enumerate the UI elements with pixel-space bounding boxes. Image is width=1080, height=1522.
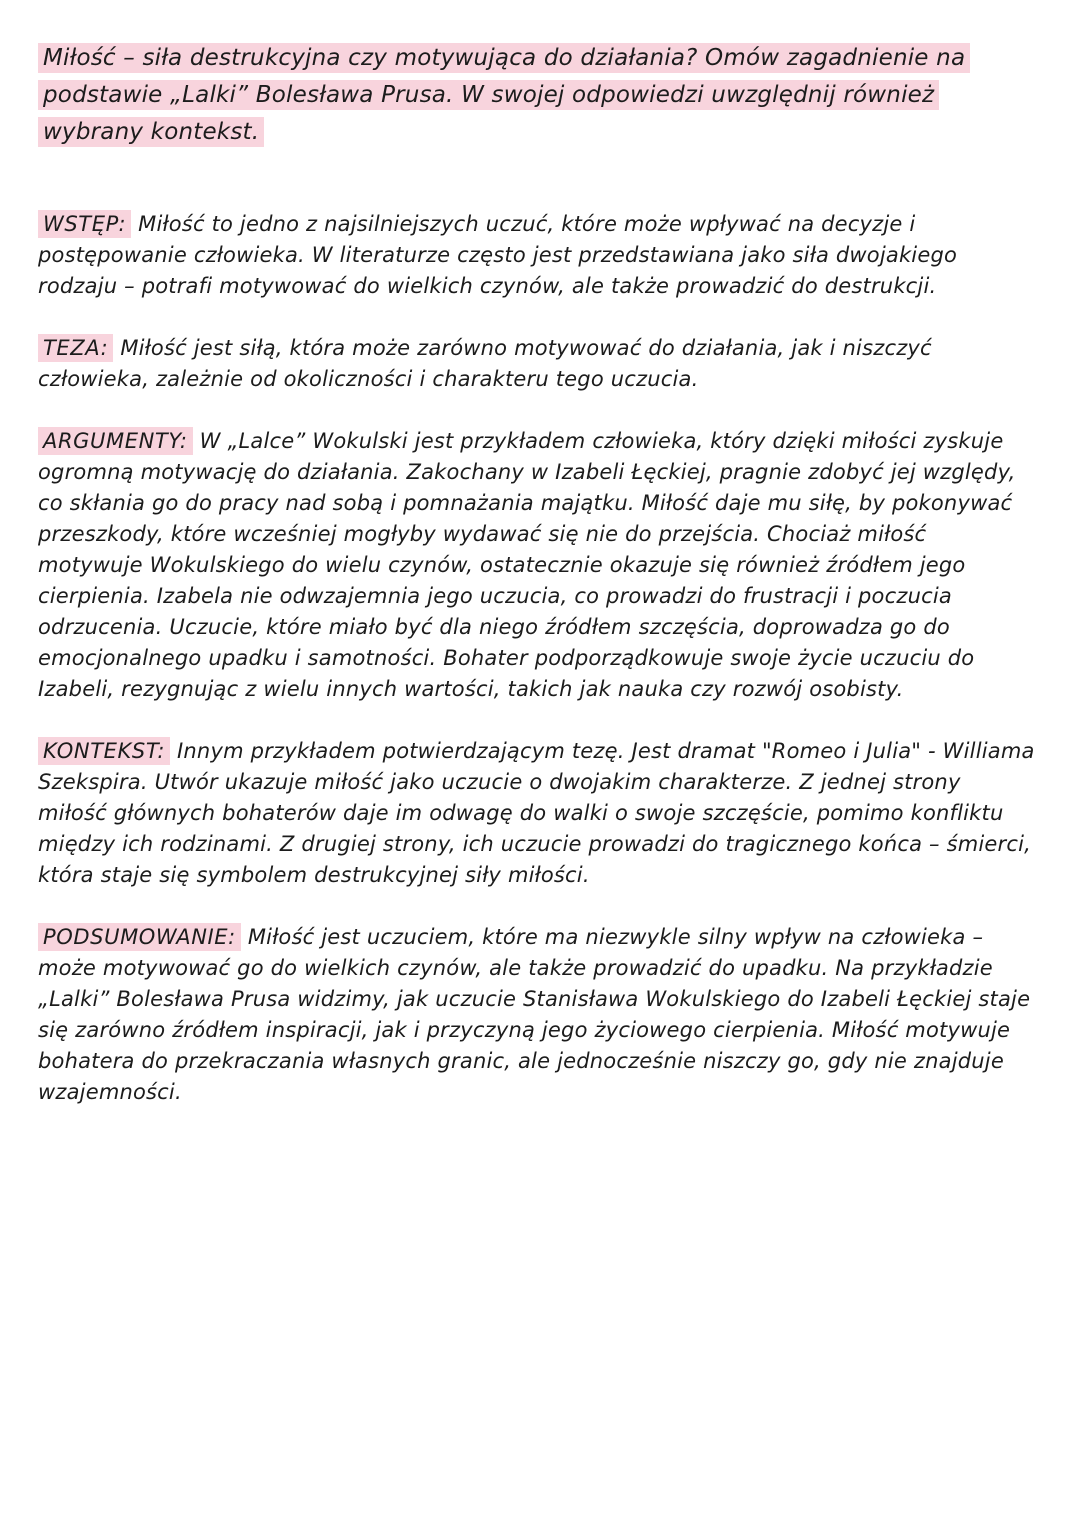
section-label-teza: TEZA: — [38, 334, 113, 362]
section-label-wstep: WSTĘP: — [38, 210, 131, 238]
section-text-podsumowanie: Miłość jest uczuciem, które ma niezwykle silny wpływ na człowieka – może motywować go do wielkich czynów, ale także prowadzić do upadku. Na przykładzie „Lalki” Bolesława Prusa widzimy, jak uczucie Stanisława Wokulskiego do Izabeli Łęckiej staje się zarówno źródłem inspiracji, jak i przyczyną jego życiowego cierpienia. Miłość motywuje bohatera do przekraczania własnych granic, ale jednocześnie niszczy go, gdy nie znajduje wzajemności. — [38, 925, 1031, 1104]
section-argumenty — [38, 426, 1036, 705]
section-label-kontekst: KONTEKST: — [38, 737, 170, 765]
section-label-argumenty: ARGUMENTY: — [38, 427, 193, 455]
section-text-kontekst: Innym przykładem potwierdzającym tezę. Jest dramat "Romeo i Julia" - Williama Szekspira. Utwór ukazuje miłość jako uczucie o dwojakim charakterze. Z jednej strony miłość głównych bohaterów daje im odwagę do walki o swoje szczęście, pomimo konfliktu między ich rodzinami. Z drugiej strony, ich uczucie prowadzi do tragicznego końca – śmierci, która staje się symbolem destrukcyjnej siły miłości. — [38, 739, 1035, 887]
essay-topic — [38, 40, 1036, 151]
section-wstep — [38, 209, 1036, 302]
section-text-argumenty: W „Lalce” Wokulski jest przykładem człowieka, który dzięki miłości zyskuje ogromną motywację do działania. Zakochany w Izabeli Łęckiej, pragnie zdobyć jej względy, co skłania go do pracy nad sobą i pomnażania majątku. Miłość daje mu siłę, by pokonywać przeszkody, które wcześniej mogłyby wydawać się nie do przejścia. Chociaż miłość motywuje Wokulskiego do wielu czynów, ostatecznie okazuje się również źródłem jego cierpienia. Izabela nie odwzajemnia jego uczucia, co prowadzi do frustracji i poczucia odrzucenia. Uczucie, które miało być dla niego źródłem szczęścia, doprowadza go do emocjonalnego upadku i samotności. Bohater podporządkowuje swoje życie uczuciu do Izabeli, rezygnując z wielu innych wartości, takich jak nauka czy rozwój osobisty. — [38, 429, 1016, 701]
section-teza — [38, 333, 1036, 395]
section-kontekst — [38, 736, 1036, 891]
section-label-podsumowanie: PODSUMOWANIE: — [38, 923, 241, 951]
section-text-teza: Miłość jest siłą, która może zarówno motywować do działania, jak i niszczyć człowieka, zależnie od okoliczności i charakteru tego uczucia. — [38, 336, 932, 391]
section-text-wstep: Miłość to jedno z najsilniejszych uczuć, które może wpływać na decyzje i postępowanie człowieka. W literaturze często jest przedstawiana jako siła dwojakiego rodzaju – potrafi motywować do wielkich czynów, ale także prowadzić do destrukcji. — [38, 212, 958, 298]
section-podsumowanie — [38, 922, 1036, 1108]
essay-topic-text: Miłość – siła destrukcyjna czy motywująca do działania? Omów zagadnienie na podstawie „Lalki” Bolesława Prusa. W swojej odpowiedzi uwzględnij również wybrany kontekst. — [38, 43, 970, 147]
